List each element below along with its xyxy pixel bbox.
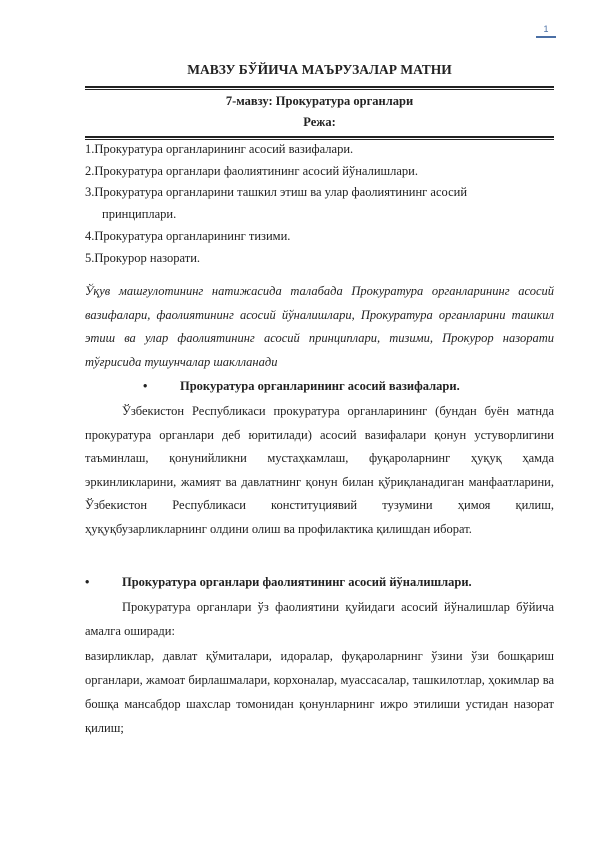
plan-label: Режа:: [303, 115, 336, 129]
plan-list: [85, 139, 554, 269]
plan-item: 5.Прокурор назорати.: [85, 250, 201, 265]
section-heading-text: Прокуратура органлари фаолиятининг асосий йўналишлари.: [122, 575, 472, 589]
plan-item: принциплари.: [102, 207, 177, 222]
plan-item: 4.Прокуратура органларининг тизими.: [85, 228, 291, 243]
title-rule-thin: [85, 89, 554, 90]
plan-item: 3.Прокуратура органларини ташкил этиш ва улар фаолиятининг асосий: [85, 185, 468, 200]
plan-item: 2.Прокуратура органлари фаолиятининг асосий йўналишлари.: [85, 163, 418, 178]
section-2-paragraph-1: Прокуратура органлари ўз фаолиятини қуйидаги асосий йўналишлар бўйича амалга оширади:: [85, 600, 554, 638]
page-number: 1: [536, 22, 556, 38]
topic-heading: 7-мавзу: Прокуратура органлари: [225, 94, 414, 108]
plan-rule: [85, 136, 554, 138]
plan-item: 1.Прокуратура органларининг асосий вазифалари.: [85, 142, 354, 156]
section-heading-text: Прокуратура органларининг асосий вазифалари.: [180, 379, 460, 393]
document-body: [85, 56, 554, 140]
section-2-paragraph-2: вазирликлар, давлат қўмиталари, идоралар, фуқароларнинг ўзини ўзи бошқариш органлари, жамоат бирлашмалари, корхоналар, муассасалар, ташкилотлар, ҳокимлар ва бошқа мансабдор шахслар томонидан қонунларнинг ижро этилиши устидан назорат қилиш;: [85, 649, 554, 735]
bullet-icon: •: [85, 575, 90, 589]
document-title: МАВЗУ БЎЙИЧА МАЪРУЗАЛАР МАТНИ: [187, 62, 452, 77]
title-rule: [85, 86, 554, 88]
bullet-icon: •: [143, 379, 148, 393]
learning-outcome-text: Ўқув машғулотининг натижасида талабада Прокуратура органларининг асосий вазифалари, фаолиятининг асосий йўналишлари, Прокуратура органларини ташкил этиш ва улар фаолиятининг асосий принциплари, тизими, Прокурор назорати тўғрисида тушунчалар шаклланади: [85, 284, 554, 369]
section-1-paragraph: Ўзбекистон Республикаси прокуратура органларининг (бундан буён матнда прокуратура органлари деб юритилади) асосий вазифалари қонун устуворлигини таъминлаш, қонунийликни мустаҳкамлаш, фуқароларнинг ҳуқуқ ҳамда эркинликларини, жамият ва давлатнинг қонун билан қўриқланадиган манфаатларини, Ўзбекистон Республикаси конституциявий тузумини ҳимоя қилиш, ҳуқуқбузарликларнинг олдини олиш ва профилактика қилишдан иборат.: [85, 404, 554, 536]
